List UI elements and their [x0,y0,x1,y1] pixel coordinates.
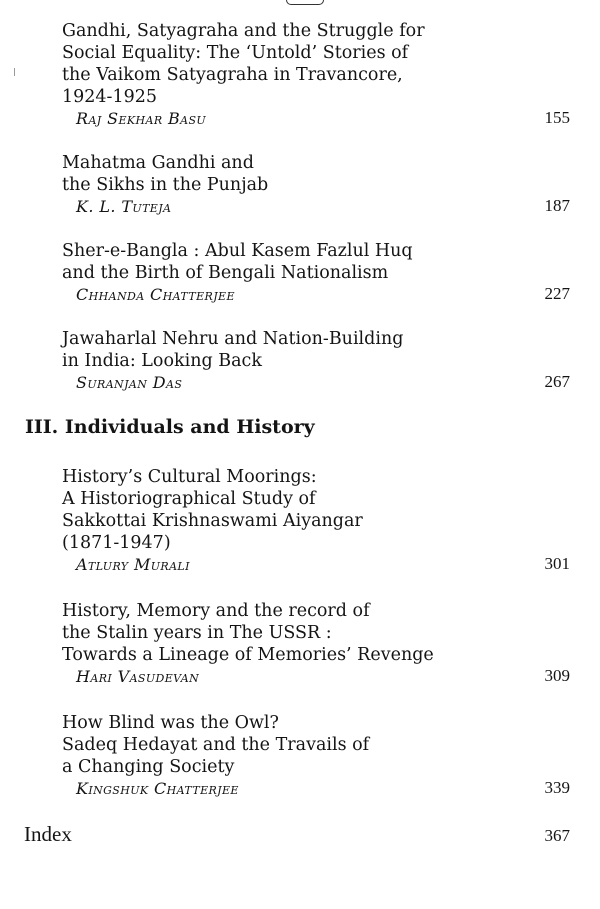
toc-entry[interactable] [62,152,570,218]
entry-title: History, Memory and the record of the Stalin years in The USSR : Towards a Lineage of Memories’ Revenge [62,601,434,665]
toc-entry[interactable] [62,20,570,130]
entry-page-number: 301 [544,554,570,573]
entry-page-number: 309 [544,666,570,685]
entry-title: Jawaharlal Nehru and Nation-Building in India: Looking Back [62,329,404,371]
entry-author: Kingshuk Chatterjee [76,779,239,798]
toc-entry[interactable] [62,600,570,688]
scan-speck [14,68,15,76]
page-header-mark [286,0,324,5]
entry-page-number: 339 [544,778,570,797]
entry-title: Gandhi, Satyagraha and the Struggle for Social Equality: The ‘Untold’ Stories of the Vaikom Satyagraha in Travancore, 1924-1925 [62,21,425,107]
entry-title: History’s Cultural Moorings: A Historiographical Study of Sakkottai Krishnaswami Aiyangar (1871-1947) [62,467,363,553]
entry-title: How Blind was the Owl? Sadeq Hedayat and the Travails of a Changing Society [62,713,370,777]
entry-page-number: 187 [544,196,570,215]
section-heading: III. Individuals and History [25,416,315,438]
toc-entry[interactable] [62,240,570,306]
entry-author: Raj Sekhar Basu [76,109,207,128]
index-label[interactable]: Index [24,822,72,846]
toc-entry[interactable] [62,328,570,394]
entry-page-number: 155 [544,108,570,127]
index-page-number: 367 [544,826,570,845]
entry-author: Suranjan Das [76,373,183,392]
entry-title: Mahatma Gandhi and the Sikhs in the Punjab [62,153,269,195]
entry-author: Atlury Murali [76,555,190,574]
entry-author: Hari Vasudevan [76,667,200,686]
entry-title: Sher-e-Bangla : Abul Kasem Fazlul Huq and the Birth of Bengali Nationalism [62,241,413,283]
entry-author: Chhanda Chatterjee [76,285,235,304]
toc-entry[interactable] [62,466,570,576]
toc-entry[interactable] [62,712,570,800]
entry-page-number: 227 [544,284,570,303]
entry-author: K. L. Tuteja [76,197,172,216]
entry-page-number: 267 [544,372,570,391]
